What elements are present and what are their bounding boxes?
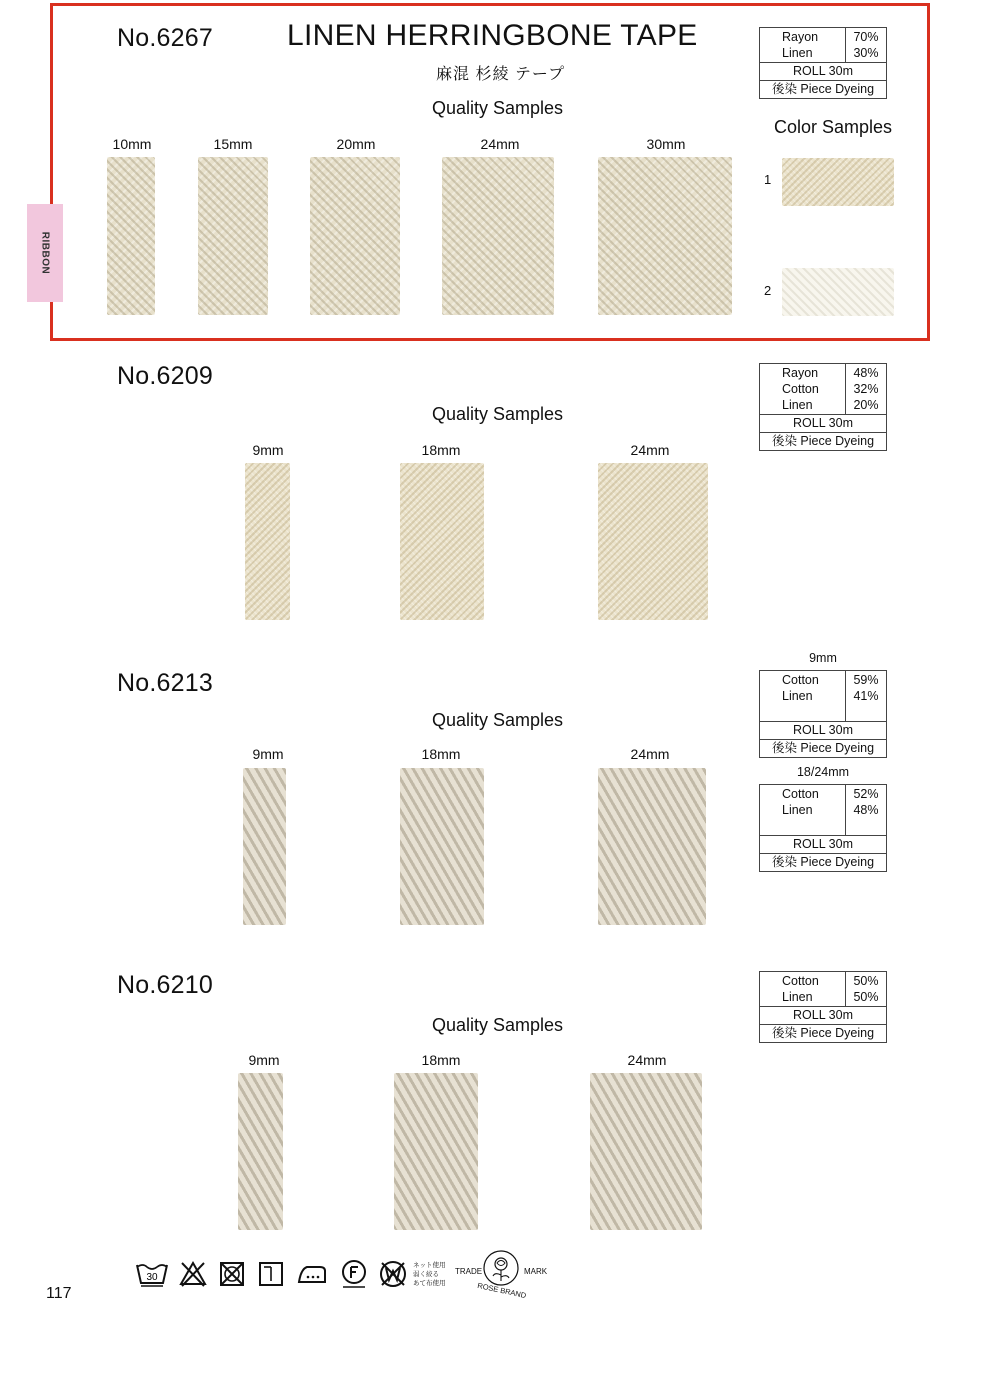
material-name: Linen	[782, 803, 813, 817]
product-number: No.6213	[117, 669, 213, 697]
size-label: 15mm	[213, 136, 253, 152]
size-label: 9mm	[252, 746, 284, 762]
brand-trade-text: TRADE	[455, 1267, 483, 1276]
color-sample-number: 2	[764, 283, 772, 298]
dry-clean-f-icon	[338, 1258, 370, 1290]
material-name: Linen	[782, 398, 813, 412]
material-pct: 20%	[853, 398, 879, 412]
material-pct: 32%	[853, 382, 879, 396]
product-number: No.6209	[117, 362, 213, 390]
material-name: Linen	[782, 990, 813, 1004]
dyeing-method: 後染 Piece Dyeing	[771, 741, 875, 755]
roll-length: ROLL 30m	[760, 63, 886, 81]
size-label: 18mm	[421, 1052, 461, 1068]
material-pct: 70%	[853, 30, 879, 44]
size-label: 18mm	[421, 746, 461, 762]
product-subtitle-jp: 麻混 杉綾 テープ	[436, 66, 566, 83]
tape-sample-20mm	[310, 157, 400, 315]
material-name: Linen	[782, 46, 813, 60]
tape-sample-24mm	[598, 768, 706, 925]
no-wet-clean-icon	[377, 1258, 409, 1290]
brand-rose-text: ROSE BRAND	[476, 1280, 527, 1301]
material-name: Rayon	[782, 30, 819, 44]
size-label: 9mm	[248, 1052, 280, 1068]
dyeing-method: 後染 Piece Dyeing	[771, 82, 875, 96]
size-label: 24mm	[627, 1052, 667, 1068]
material-name: Cotton	[782, 382, 819, 396]
roll-length: ROLL 30m	[760, 1007, 886, 1025]
color-sample-1[interactable]	[782, 158, 894, 206]
rose-brand-logo	[455, 1248, 547, 1304]
color-samples-label: Color Samples	[774, 117, 893, 137]
brand-mark-text: MARK	[524, 1267, 548, 1276]
quality-samples-label: Quality Samples	[432, 404, 564, 424]
wash-30-icon	[135, 1259, 169, 1289]
tape-sample-9mm	[243, 768, 286, 925]
tape-sample-9mm	[245, 463, 290, 620]
roll-length: ROLL 30m	[760, 722, 886, 740]
size-label: 24mm	[480, 136, 520, 152]
material-pct: 30%	[853, 46, 879, 60]
roll-length: ROLL 30m	[760, 836, 886, 854]
dyeing-method: 後染 Piece Dyeing	[771, 434, 875, 448]
size-label: 24mm	[630, 442, 670, 458]
side-tab[interactable]	[27, 204, 63, 302]
quality-samples-label: Quality Samples	[432, 1015, 564, 1035]
no-tumble-dry-icon	[217, 1259, 247, 1289]
color-sample-number: 1	[764, 172, 772, 187]
product-title: LINEN HERRINGBONE TAPE	[287, 19, 698, 52]
line-dry-icon	[256, 1259, 286, 1289]
tape-sample-18mm	[394, 1073, 478, 1230]
care-symbols	[135, 1258, 451, 1290]
iron-icon	[295, 1259, 329, 1289]
side-tab-label: RIBBON	[39, 231, 51, 275]
roll-length: ROLL 30m	[760, 415, 886, 433]
size-label: 18mm	[421, 442, 461, 458]
size-label: 30mm	[646, 136, 686, 152]
tape-sample-24mm	[590, 1073, 702, 1230]
material-pct: 59%	[853, 673, 879, 687]
tape-sample-9mm	[238, 1073, 283, 1230]
material-pct: 50%	[853, 990, 879, 1004]
tape-sample-30mm	[598, 157, 732, 315]
care-note-line: あて布使用	[413, 1279, 446, 1287]
material-pct: 52%	[853, 787, 879, 801]
size-label: 9mm	[252, 442, 284, 458]
spec-caption: 9mm	[809, 651, 837, 665]
tape-sample-10mm	[107, 157, 155, 315]
product-number: No.6210	[117, 971, 213, 999]
tape-sample-24mm	[598, 463, 708, 620]
color-sample-2[interactable]	[782, 268, 894, 316]
tape-sample-18mm	[400, 768, 484, 925]
material-name: Cotton	[782, 673, 819, 687]
size-label: 20mm	[336, 136, 376, 152]
care-note-line: ネット使用	[413, 1261, 446, 1269]
tape-sample-15mm	[198, 157, 268, 315]
dyeing-method: 後染 Piece Dyeing	[771, 855, 875, 869]
size-label: 10mm	[112, 136, 152, 152]
spec-table	[759, 971, 887, 1043]
spec-table	[759, 784, 887, 872]
wash-temp-text: 30	[146, 1272, 158, 1283]
material-name: Rayon	[782, 366, 819, 380]
spec-table	[759, 670, 887, 758]
material-name: Linen	[782, 689, 813, 703]
material-pct: 41%	[853, 689, 879, 703]
spec-table	[759, 27, 887, 99]
material-name: Cotton	[782, 787, 819, 801]
care-note	[413, 1261, 451, 1288]
tape-sample-24mm	[442, 157, 554, 315]
dyeing-method: 後染 Piece Dyeing	[771, 1026, 875, 1040]
page-number: 117	[46, 1285, 72, 1302]
tape-sample-18mm	[400, 463, 484, 620]
spec-table	[759, 363, 887, 451]
material-pct: 50%	[853, 974, 879, 988]
product-number: No.6267	[117, 24, 213, 52]
no-bleach-icon	[178, 1259, 208, 1289]
quality-samples-label: Quality Samples	[432, 98, 564, 118]
quality-samples-label: Quality Samples	[432, 710, 564, 730]
material-pct: 48%	[853, 803, 879, 817]
rose-icon	[483, 1250, 519, 1286]
size-label: 24mm	[630, 746, 670, 762]
care-note-line: 弱く絞る	[413, 1270, 439, 1278]
material-pct: 48%	[853, 366, 879, 380]
material-name: Cotton	[782, 974, 819, 988]
spec-caption: 18/24mm	[796, 765, 850, 779]
